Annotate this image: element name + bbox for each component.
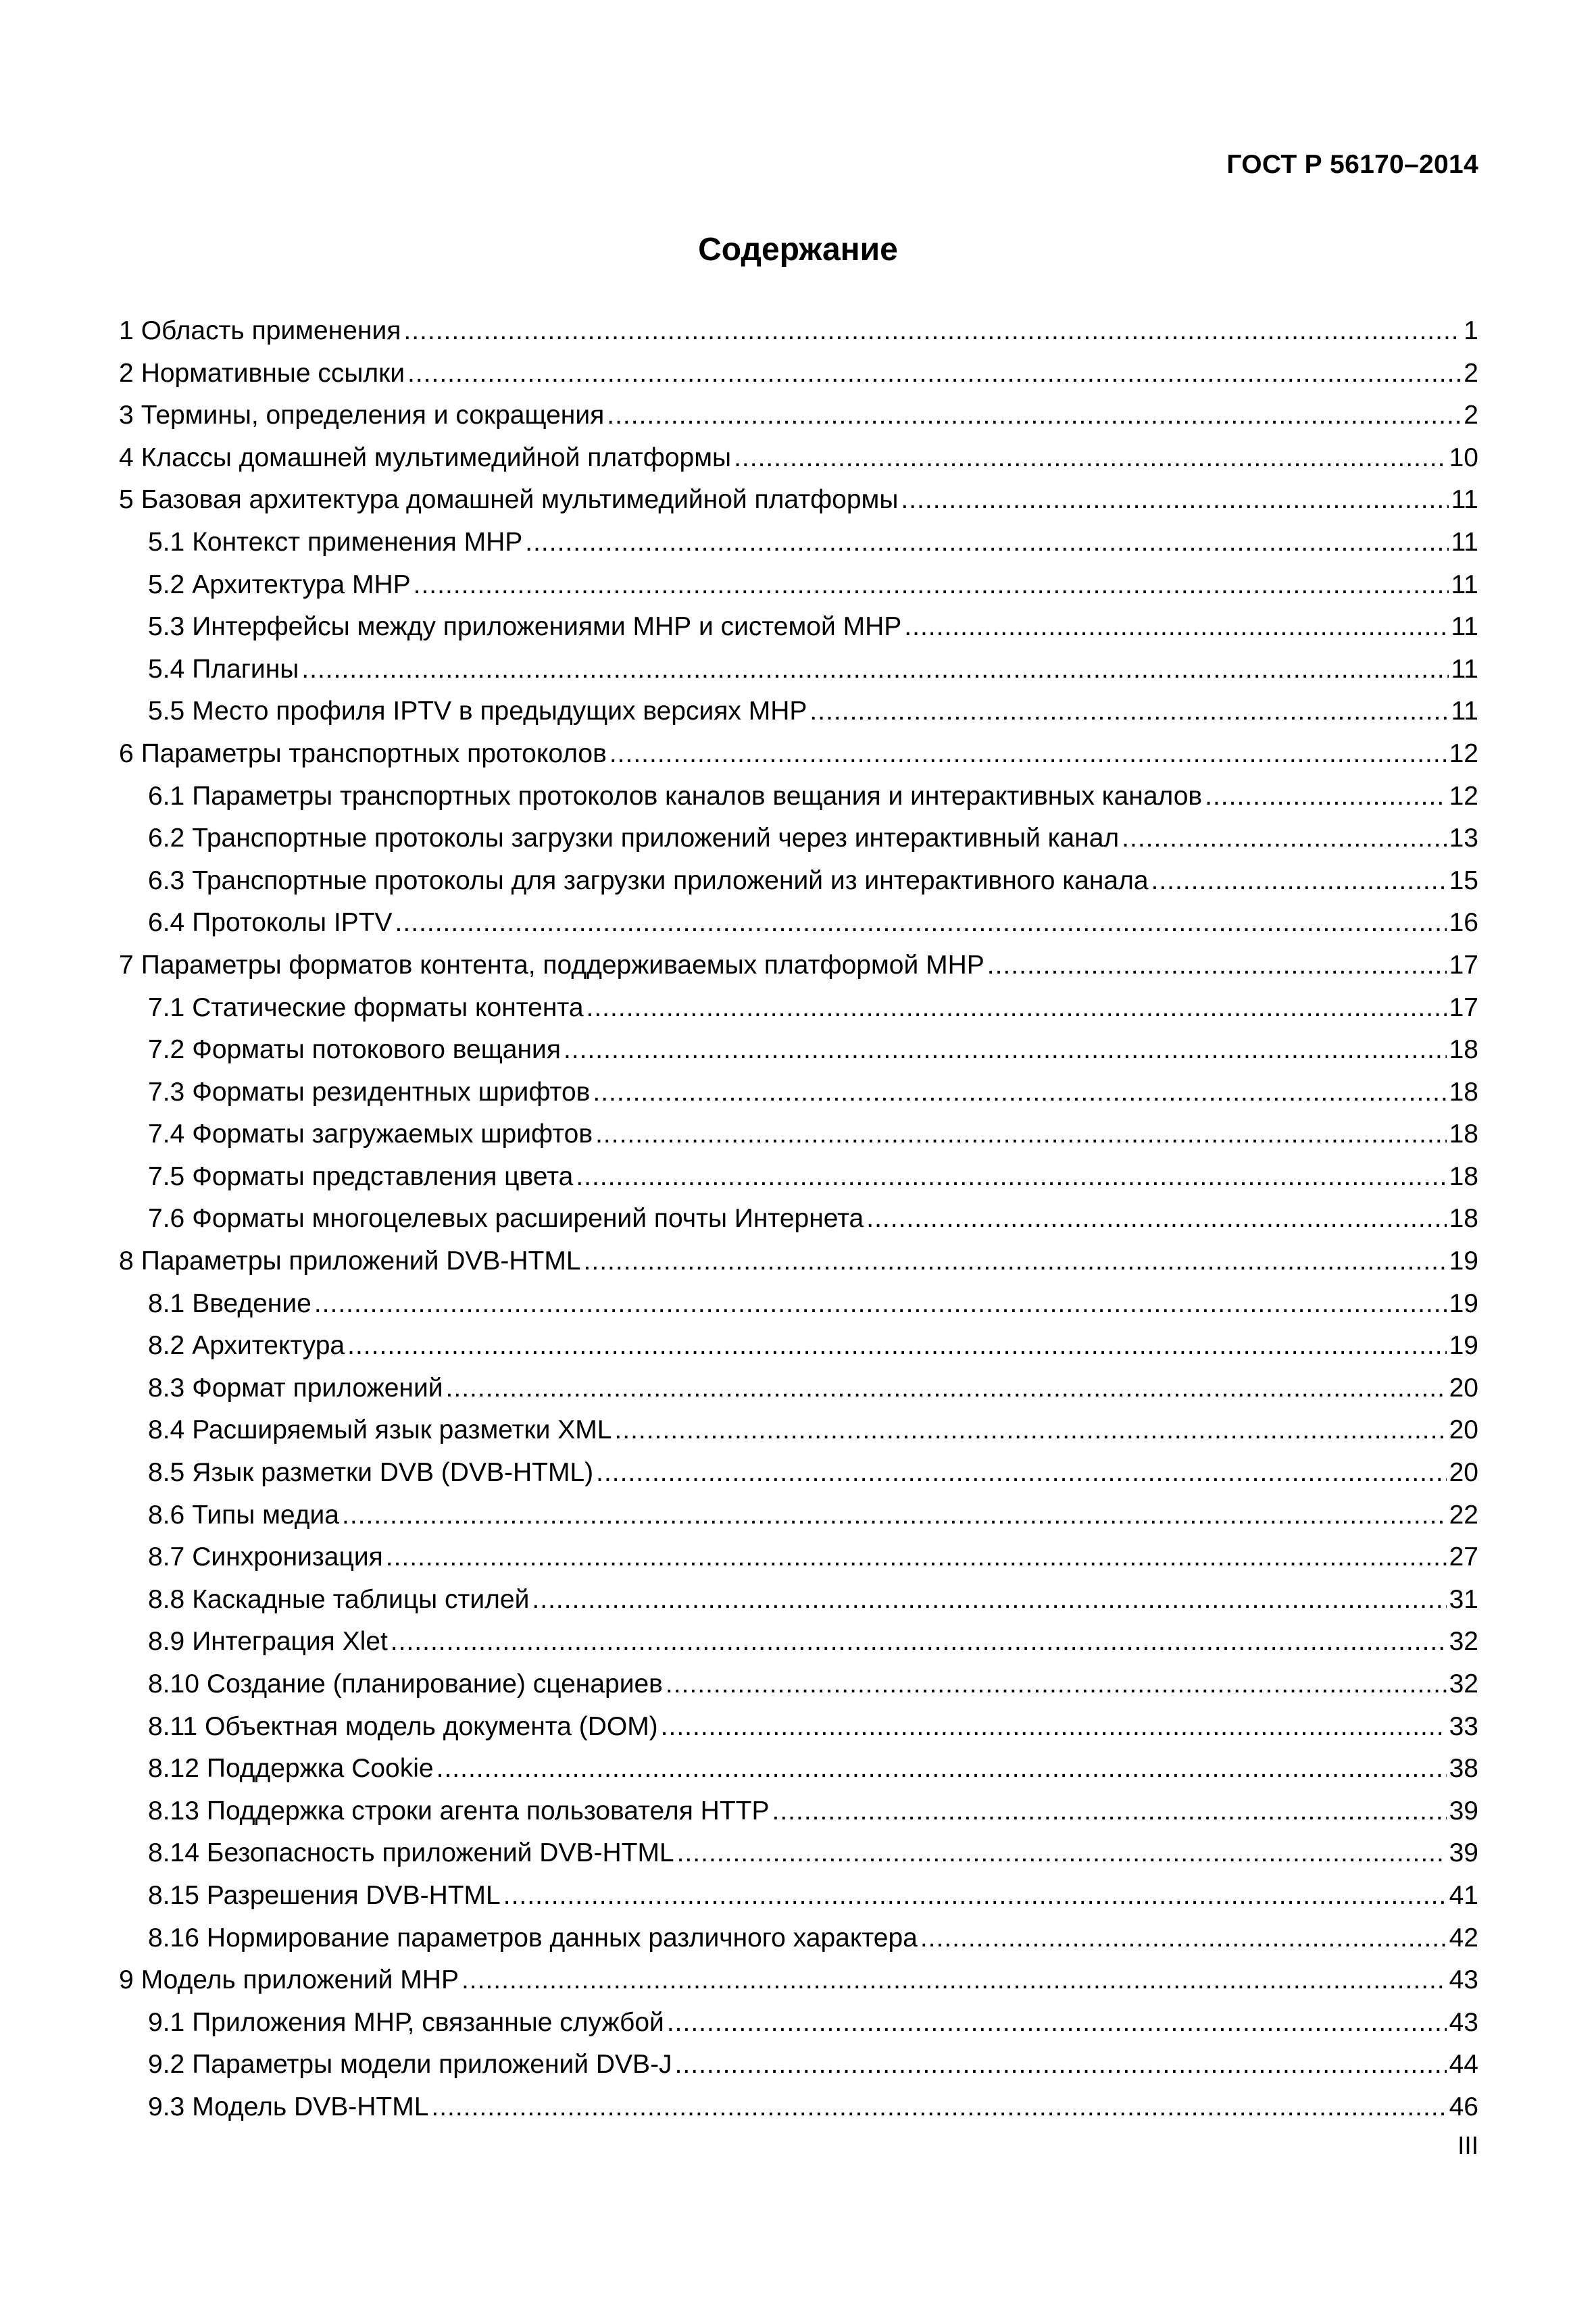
- toc-entry: [119, 479, 1478, 522]
- toc-entry: [119, 564, 1478, 607]
- toc-entry-title: Форматы резидентных шрифтов: [192, 1077, 591, 1107]
- toc-entry-page: 20: [1449, 1373, 1478, 1403]
- toc-entry: [119, 1494, 1478, 1537]
- toc-entry: [119, 1790, 1478, 1833]
- toc-dot-leader: [564, 1029, 1447, 1072]
- toc-dot-leader: [437, 1748, 1447, 1790]
- toc-entry-number: 5.2: [148, 570, 185, 599]
- toc-dot-leader: [677, 1832, 1447, 1875]
- toc-entry: [119, 1113, 1478, 1156]
- toc-entry: [119, 353, 1478, 395]
- toc-entry-title: Поддержка строки агента пользователя НТТР: [206, 1796, 770, 1826]
- toc-entry-number: 8.11: [148, 1711, 198, 1741]
- toc-entry-number: 8.5: [148, 1458, 185, 1488]
- toc-entry-number: 7.5: [148, 1161, 185, 1191]
- toc-dot-leader: [734, 437, 1447, 480]
- toc-entry-title: Создание (планирование) сценариев: [206, 1669, 663, 1699]
- toc-dot-leader: [667, 2002, 1447, 2044]
- toc-entry-number: 8.12: [148, 1754, 199, 1784]
- toc-dot-leader: [666, 1663, 1447, 1706]
- toc-dot-leader: [391, 1621, 1447, 1663]
- toc-entry-number: 5.5: [148, 697, 185, 726]
- toc-entry-number: 1: [119, 316, 134, 345]
- toc-entry: [119, 987, 1478, 1030]
- toc-entry-number: 8.16: [148, 1923, 199, 1953]
- toc-entry: [119, 1409, 1478, 1452]
- toc-entry-page: 19: [1449, 1331, 1478, 1361]
- toc-entry-page: 1: [1464, 316, 1478, 345]
- toc-entry-title: Параметры форматов контента, поддерживаемых платформой МНР: [141, 950, 984, 980]
- toc-entry-title: Классы домашней мультимедийной платформы: [141, 443, 732, 472]
- toc-entry-number: 8.1: [148, 1288, 185, 1318]
- toc-entry-page: 18: [1449, 1161, 1478, 1191]
- toc-entry-title: Модель DVB-HTML: [192, 2092, 429, 2121]
- toc-entry-number: 8.6: [148, 1500, 185, 1530]
- toc-entry: [119, 522, 1478, 564]
- toc-entry-title: Нормирование параметров данных различного характера: [206, 1923, 918, 1953]
- toc-entry-page: 12: [1449, 781, 1478, 811]
- toc-entry-title: Форматы многоцелевых расширений почты Интернета: [192, 1204, 864, 1234]
- toc-entry-number: 5: [119, 485, 134, 515]
- toc-entry-title: Термины, определения и сокращения: [141, 401, 605, 430]
- toc-entry-number: 7.3: [148, 1077, 185, 1107]
- page-title: Содержание: [698, 232, 898, 268]
- toc-entry-page: 42: [1449, 1923, 1478, 1953]
- toc-dot-leader: [609, 733, 1447, 776]
- toc-entry-number: 4: [119, 443, 134, 472]
- toc-entry-number: 7.1: [148, 992, 185, 1022]
- toc-entry-title: Каскадные таблицы стилей: [192, 1584, 530, 1614]
- toc-entry: [119, 1072, 1478, 1114]
- toc-dot-leader: [431, 2086, 1446, 2129]
- toc-entry-page: 11: [1451, 654, 1478, 684]
- toc-entry-title: Протоколы IPTV: [192, 908, 393, 938]
- toc-entry: [119, 437, 1478, 480]
- toc-dot-leader: [987, 945, 1447, 987]
- toc-entry: [119, 1156, 1478, 1199]
- toc-entry-number: 6.1: [148, 781, 185, 811]
- toc-dot-leader: [301, 649, 1448, 691]
- toc-dot-leader: [661, 1706, 1447, 1749]
- toc-entry-number: 7.4: [148, 1120, 185, 1149]
- toc-entry-number: 8.2: [148, 1331, 185, 1361]
- toc-entry: [119, 1536, 1478, 1579]
- toc-entry-number: 7.6: [148, 1204, 185, 1234]
- toc-entry-page: 39: [1449, 1796, 1478, 1826]
- toc-entry: [119, 690, 1478, 733]
- toc-entry-page: 18: [1449, 1035, 1478, 1065]
- toc-dot-leader: [866, 1198, 1446, 1240]
- toc-entry-title: Контекст применения МНР: [192, 527, 523, 557]
- toc-entry-title: Транспортные протоколы загрузки приложений через интерактивный канал: [192, 824, 1120, 853]
- toc-entry-page: 18: [1449, 1204, 1478, 1234]
- document-code: ГОСТ Р 56170–2014: [1226, 150, 1478, 179]
- toc-entry: [119, 945, 1478, 987]
- toc-entry: [119, 395, 1478, 437]
- toc-entry-title: Форматы потокового вещания: [192, 1035, 561, 1065]
- toc-entry-number: 8.14: [148, 1838, 199, 1868]
- toc-entry: [119, 1875, 1478, 1917]
- toc-entry: [119, 860, 1478, 903]
- toc-entry-title: Архитектура МНР: [192, 570, 411, 599]
- toc-entry-number: 3: [119, 401, 134, 430]
- toc-entry-number: 9.3: [148, 2092, 185, 2121]
- toc-entry-number: 8.8: [148, 1584, 185, 1614]
- toc-entry-title: Приложения МНР, связанные службой: [192, 2007, 664, 2037]
- toc-entry-title: Интерфейсы между приложениями МНР и системой МНР: [192, 612, 902, 642]
- toc-dot-leader: [525, 522, 1448, 564]
- toc-entry-number: 5.1: [148, 527, 185, 557]
- toc-entry-number: 8.3: [148, 1373, 185, 1403]
- toc-dot-leader: [595, 1113, 1447, 1156]
- toc-entry: [119, 1621, 1478, 1663]
- toc-entry-title: Статические форматы контента: [192, 992, 584, 1022]
- toc-entry: [119, 1663, 1478, 1706]
- toc-entry-title: Типы медиа: [192, 1500, 339, 1530]
- toc-entry: [119, 1706, 1478, 1749]
- toc-entry-title: Объектная модель документа (DOM): [205, 1711, 658, 1741]
- toc-entry-title: Параметры транспортных протоколов каналов вещания и интерактивных каналов: [192, 781, 1203, 811]
- toc-entry-number: 5.3: [148, 612, 185, 642]
- toc-entry: [119, 818, 1478, 860]
- toc-entry: [119, 1240, 1478, 1283]
- toc-entry: [119, 1832, 1478, 1875]
- toc-entry: [119, 649, 1478, 691]
- toc-dot-leader: [1122, 818, 1446, 860]
- toc-entry-page: 11: [1451, 527, 1478, 557]
- toc-entry-title: Введение: [192, 1288, 311, 1318]
- toc-dot-leader: [596, 1452, 1446, 1494]
- toc-entry-page: 11: [1451, 612, 1478, 642]
- toc-entry-title: Форматы представления цвета: [192, 1161, 574, 1191]
- toc-dot-leader: [407, 353, 1461, 395]
- toc-entry-title: Синхронизация: [192, 1542, 383, 1572]
- toc-entry-title: Разрешения DVB-HTML: [206, 1880, 501, 1910]
- toc-dot-leader: [395, 902, 1447, 945]
- toc-entry-title: Область применения: [141, 316, 401, 345]
- toc-dot-leader: [446, 1367, 1447, 1410]
- toc-entry-number: 6.2: [148, 824, 185, 853]
- toc-entry-page: 17: [1449, 950, 1478, 980]
- toc-dot-leader: [414, 564, 1449, 607]
- toc-entry-title: Язык разметки DVB (DVB-HTML): [192, 1458, 594, 1488]
- toc-entry-number: 9: [119, 1965, 134, 1995]
- toc-entry-number: 8.7: [148, 1542, 185, 1572]
- toc-entry-title: Модель приложений МНР: [141, 1965, 459, 1995]
- toc-entry-number: 6.3: [148, 865, 185, 895]
- toc-entry-page: 10: [1449, 443, 1478, 472]
- toc-entry: [119, 1452, 1478, 1494]
- toc-entry-title: Формат приложений: [192, 1373, 443, 1403]
- toc-dot-leader: [772, 1790, 1446, 1833]
- toc-dot-leader: [809, 690, 1448, 733]
- toc-entry-title: Поддержка Cookie: [206, 1754, 434, 1784]
- toc-entry-number: 8.13: [148, 1796, 199, 1826]
- toc-entry-number: 5.4: [148, 654, 185, 684]
- toc-entry-number: 6.4: [148, 908, 185, 938]
- toc-dot-leader: [532, 1579, 1446, 1621]
- toc-entry: [119, 1198, 1478, 1240]
- toc-dot-leader: [1205, 776, 1446, 818]
- toc-entry-page: 17: [1449, 992, 1478, 1022]
- toc-entry: [119, 2002, 1478, 2044]
- toc-entry: [119, 1283, 1478, 1326]
- toc-entry-page: 27: [1449, 1542, 1478, 1572]
- toc-entry: [119, 1959, 1478, 2002]
- toc-entry: [119, 1579, 1478, 1621]
- toc-entry-page: 20: [1449, 1458, 1478, 1488]
- toc-entry-page: 31: [1449, 1584, 1478, 1614]
- toc-dot-leader: [1151, 860, 1447, 903]
- toc-entry-title: Архитектура: [192, 1331, 345, 1361]
- toc-entry: [119, 1325, 1478, 1367]
- toc-dot-leader: [920, 1917, 1447, 1960]
- toc-entry-page: 11: [1451, 485, 1478, 515]
- toc-entry-page: 32: [1449, 1627, 1478, 1657]
- toc-dot-leader: [904, 606, 1448, 649]
- toc-dot-leader: [587, 987, 1447, 1030]
- toc-entry-number: 9.1: [148, 2007, 185, 2037]
- toc-entry: [119, 2086, 1478, 2129]
- toc-entry-title: Расширяемый язык разметки XML: [192, 1415, 612, 1445]
- toc-entry-page: 39: [1449, 1838, 1478, 1868]
- toc-entry-number: 7: [119, 950, 134, 980]
- toc-dot-leader: [576, 1156, 1446, 1199]
- toc-dot-leader: [386, 1536, 1447, 1579]
- toc-entry-page: 22: [1449, 1500, 1478, 1530]
- toc-entry-title: Базовая архитектура домашней мультимедийной платформы: [141, 485, 899, 515]
- toc-entry-number: 7.2: [148, 1035, 185, 1065]
- toc-entry: [119, 310, 1478, 353]
- toc-entry-number: 2: [119, 358, 134, 388]
- toc-entry-title: Транспортные протоколы для загрузки приложений из интерактивного канала: [192, 865, 1149, 895]
- toc-entry-page: 41: [1449, 1880, 1478, 1910]
- toc-entry-page: 46: [1449, 2092, 1478, 2121]
- toc-entry-page: 33: [1449, 1711, 1478, 1741]
- toc-dot-leader: [314, 1283, 1447, 1326]
- toc-entry-page: 11: [1451, 570, 1478, 599]
- toc-entry-page: 13: [1449, 824, 1478, 853]
- toc-entry: [119, 1029, 1478, 1072]
- toc-entry-title: Место профиля IPTV в предыдущих версиях МНР: [192, 697, 807, 726]
- toc-entry-page: 32: [1449, 1669, 1478, 1699]
- toc-entry-page: 12: [1449, 738, 1478, 768]
- toc-dot-leader: [347, 1325, 1446, 1367]
- toc-entry-page: 16: [1449, 908, 1478, 938]
- toc-entry-number: 8.9: [148, 1627, 185, 1657]
- toc-dot-leader: [614, 1409, 1446, 1452]
- toc-entry-page: 19: [1449, 1247, 1478, 1276]
- toc-entry-page: 20: [1449, 1415, 1478, 1445]
- toc-entry-page: 44: [1449, 2050, 1478, 2080]
- toc-entry-page: 2: [1464, 358, 1478, 388]
- toc-entry-number: 8: [119, 1247, 134, 1276]
- toc-entry-title: Интеграция Xlet: [192, 1627, 388, 1657]
- toc-dot-leader: [342, 1494, 1447, 1537]
- toc-dot-leader: [403, 310, 1461, 353]
- toc-dot-leader: [593, 1072, 1446, 1114]
- toc-entry-title: Параметры модели приложений DVB-J: [192, 2050, 672, 2080]
- toc-entry-title: Плагины: [192, 654, 299, 684]
- toc-entry-number: 8.10: [148, 1669, 199, 1699]
- toc-entry-number: 8.15: [148, 1880, 199, 1910]
- toc-entry-page: 18: [1449, 1077, 1478, 1107]
- toc-entry: [119, 733, 1478, 776]
- toc-entry: [119, 776, 1478, 818]
- toc-entry-number: 8.4: [148, 1415, 185, 1445]
- toc-entry-page: 43: [1449, 1965, 1478, 1995]
- toc-entry-number: 6: [119, 738, 134, 768]
- toc-dot-leader: [462, 1959, 1447, 2002]
- page-number: III: [1457, 2132, 1478, 2159]
- toc-dot-leader: [584, 1240, 1447, 1283]
- toc-entry: [119, 1917, 1478, 1960]
- toc-entry-page: 19: [1449, 1288, 1478, 1318]
- toc-entry-number: 9.2: [148, 2050, 185, 2080]
- toc-entry-page: 15: [1449, 865, 1478, 895]
- toc-dot-leader: [607, 395, 1461, 437]
- toc-entry-page: 43: [1449, 2007, 1478, 2037]
- toc-dot-leader: [503, 1875, 1447, 1917]
- table-of-contents: [119, 310, 1478, 2129]
- toc-entry: [119, 1748, 1478, 1790]
- toc-entry-title: Параметры приложений DVB-HTML: [141, 1247, 581, 1276]
- toc-entry: [119, 2044, 1478, 2086]
- toc-entry-title: Параметры транспортных протоколов: [141, 738, 607, 768]
- toc-dot-leader: [675, 2044, 1447, 2086]
- toc-entry-title: Нормативные ссылки: [141, 358, 405, 388]
- toc-entry-page: 11: [1451, 697, 1478, 726]
- toc-entry-page: 18: [1449, 1120, 1478, 1149]
- toc-dot-leader: [901, 479, 1448, 522]
- toc-entry-page: 38: [1449, 1754, 1478, 1784]
- toc-entry-page: 2: [1464, 401, 1478, 430]
- toc-entry-title: Безопасность приложений DVB-HTML: [206, 1838, 674, 1868]
- toc-entry: [119, 606, 1478, 649]
- toc-entry-title: Форматы загружаемых шрифтов: [192, 1120, 593, 1149]
- toc-entry: [119, 902, 1478, 945]
- toc-entry: [119, 1367, 1478, 1410]
